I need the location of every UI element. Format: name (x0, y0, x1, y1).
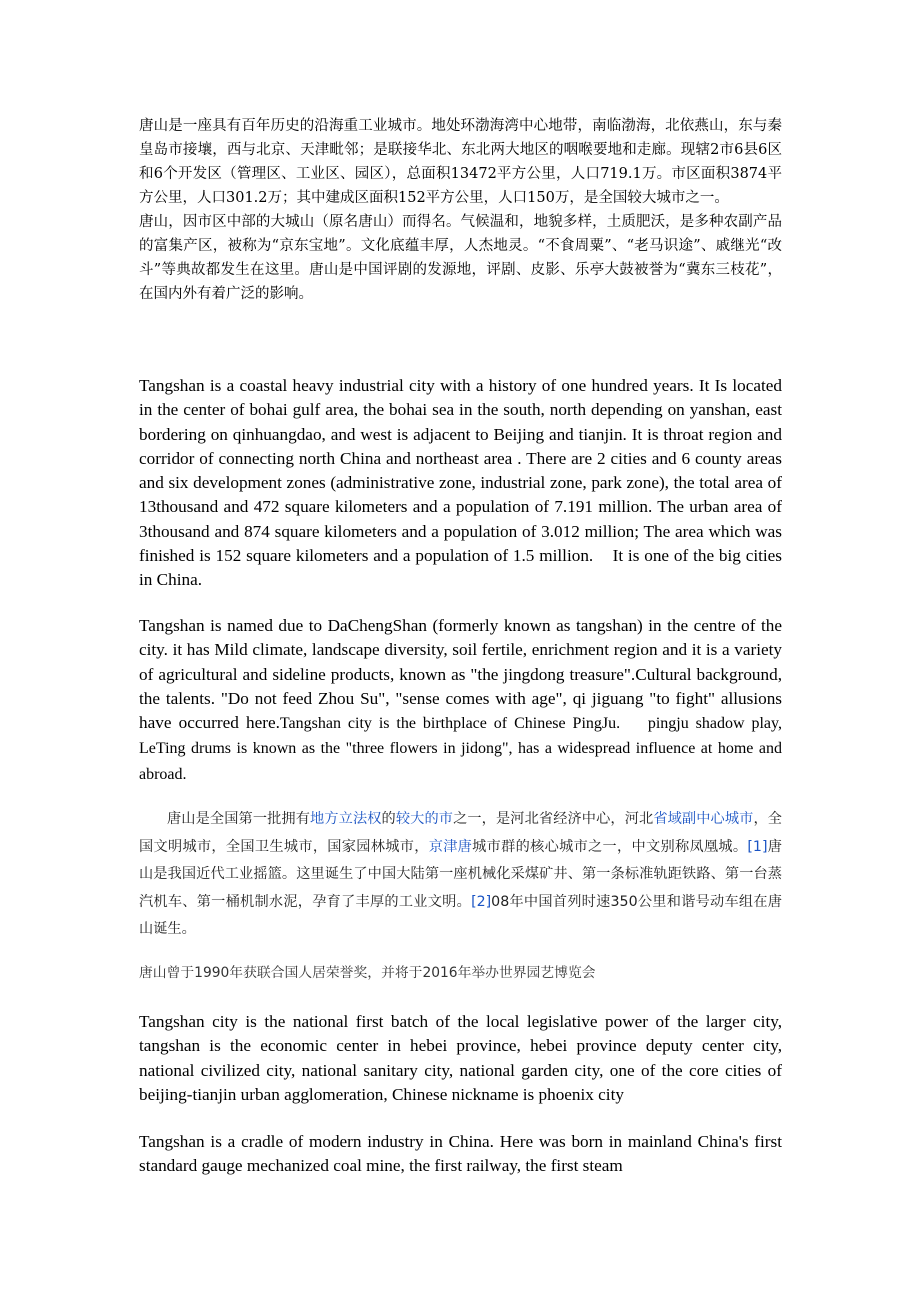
english-paragraph-2-tail: Tangshan city is the birthplace of Chinese PingJu. pingju shadow play, LeTing drums is known as the "three flowers in jidong", has a widespread influence at home and abroad. (139, 715, 782, 783)
chinese-wiki-paragraph (139, 806, 782, 944)
wiki-text-4: ，全国文明城市，全国卫生城市，国家园林城市， (139, 811, 782, 855)
link-larger-city[interactable]: 较大的市 (395, 811, 454, 827)
wiki-text-1: 唐山是全国第一批拥有 (167, 811, 311, 827)
wiki-text-3: 之一，是河北省经济中心，河北 (453, 811, 654, 827)
wiki-text-2: 的 (381, 811, 396, 827)
english-paragraph-2 (139, 614, 782, 787)
chinese-intro-paragraph-2: 唐山，因市区中部的大城山（原名唐山）而得名。气候温和，地貌多样，土质肥沃，是多种农副产品的富集产区，被称为“京东宝地”。文化底蕴丰厚，人杰地灵。“不食周粟”、“老马识途”、戚继光“改斗”等典故都发生在这里。唐山是中国评剧的发源地，评剧、皮影、乐亭大鼓被誉为“冀东三枝花”，在国内外有着广泛的影响。 (139, 214, 782, 302)
english-paragraph-5: Tangshan is a cradle of modern industry in China. Here was born in mainland China's first standard gauge mechanized coal mine, the first railway, the first steam (139, 1132, 782, 1176)
link-jingjintang[interactable]: 京津唐 (428, 838, 473, 855)
chinese-intro-paragraph-1: 唐山是一座具有百年历史的沿海重工业城市。地处环渤海湾中心地带，南临渤海，北依燕山，东与秦皇岛市接壤，西与北京、天津毗邻；是联接华北、东北两大地区的咽喉要地和走廊。现辖2市6县6区和6个开发区（管理区、工业区、园区），总面积13472平方公里，人口719.1万。市区面积3874平方公里，人口301.2万；其中建成区面积152平方公里，人口150万，是全国较大城市之一。 (139, 118, 782, 206)
english-paragraph-1: Tangshan is a coastal heavy industrial city with a history of one hundred years. It Is located in the center of bohai gulf area, the bohai sea in the south, north depending on yanshan, east bordering on qinhuangdao, and west is adjacent to Beijing and tianjin. It is throat region and corridor of connecting north China and northeast area . There are 2 cities and 6 county areas and six development zones (administrative zone, industrial zone, park zone), the total area of 13thousand and 472 square kilometers and a population of 7.191 million. The urban area of 3thousand and 874 square kilometers and a population of 3.012 million; The area which was finished is 152 square kilometers and a population of 1.5 million. It is one of the big cities in China. (139, 376, 782, 590)
wiki-text-5: 城市群的核心城市之一，中文别称凤凰城。 (472, 838, 748, 855)
english-paragraph-4: Tangshan city is the national first batch of the local legislative power of the larger city, tangshan is the economic center in hebei province, hebei province deputy center city, national civilized city, national sanitary city, national garden city, one of the core cities of beijing-tianjin urban agglomeration, Chinese nickname is phoenix city (139, 1012, 782, 1104)
chinese-award-line: 唐山曾于1990年获联合国人居荣誉奖，并将于2016年举办世界园艺博览会 (139, 965, 596, 981)
link-provincial-sub-center-city[interactable]: 省域副中心城市 (653, 811, 754, 827)
chinese-intro (139, 114, 782, 306)
document-page (139, 0, 782, 1302)
wiki-text-7: 08年中国首列时速350公里和谐号动车组在唐山诞生。 (139, 893, 782, 937)
reference-link-2[interactable]: [2] (471, 893, 492, 910)
link-local-legislative-power[interactable]: 地方立法权 (310, 811, 382, 827)
english-paragraph-2-main: Tangshan is named due to DaChengShan (formerly known as tangshan) in the centre of the city. it has Mild climate, landscape diversity, soil fertile, enrichment region and it is a variety of agricultural and sideline products, known as "the jingdong treasure".Cultural background, the talents. "Do not feed Zhou Su", "sense comes with age", qi jiguang "to fight" allusions have occurred here. (139, 616, 782, 733)
reference-link-1[interactable]: [1] (747, 838, 768, 855)
wiki-text-6: 唐山是我国近代工业摇篮。这里诞生了中国大陆第一座机械化采煤矿井、第一条标准轨距铁路、第一台蒸汽机车、第一桶机制水泥，孕育了丰厚的工业文明。 (139, 838, 782, 910)
